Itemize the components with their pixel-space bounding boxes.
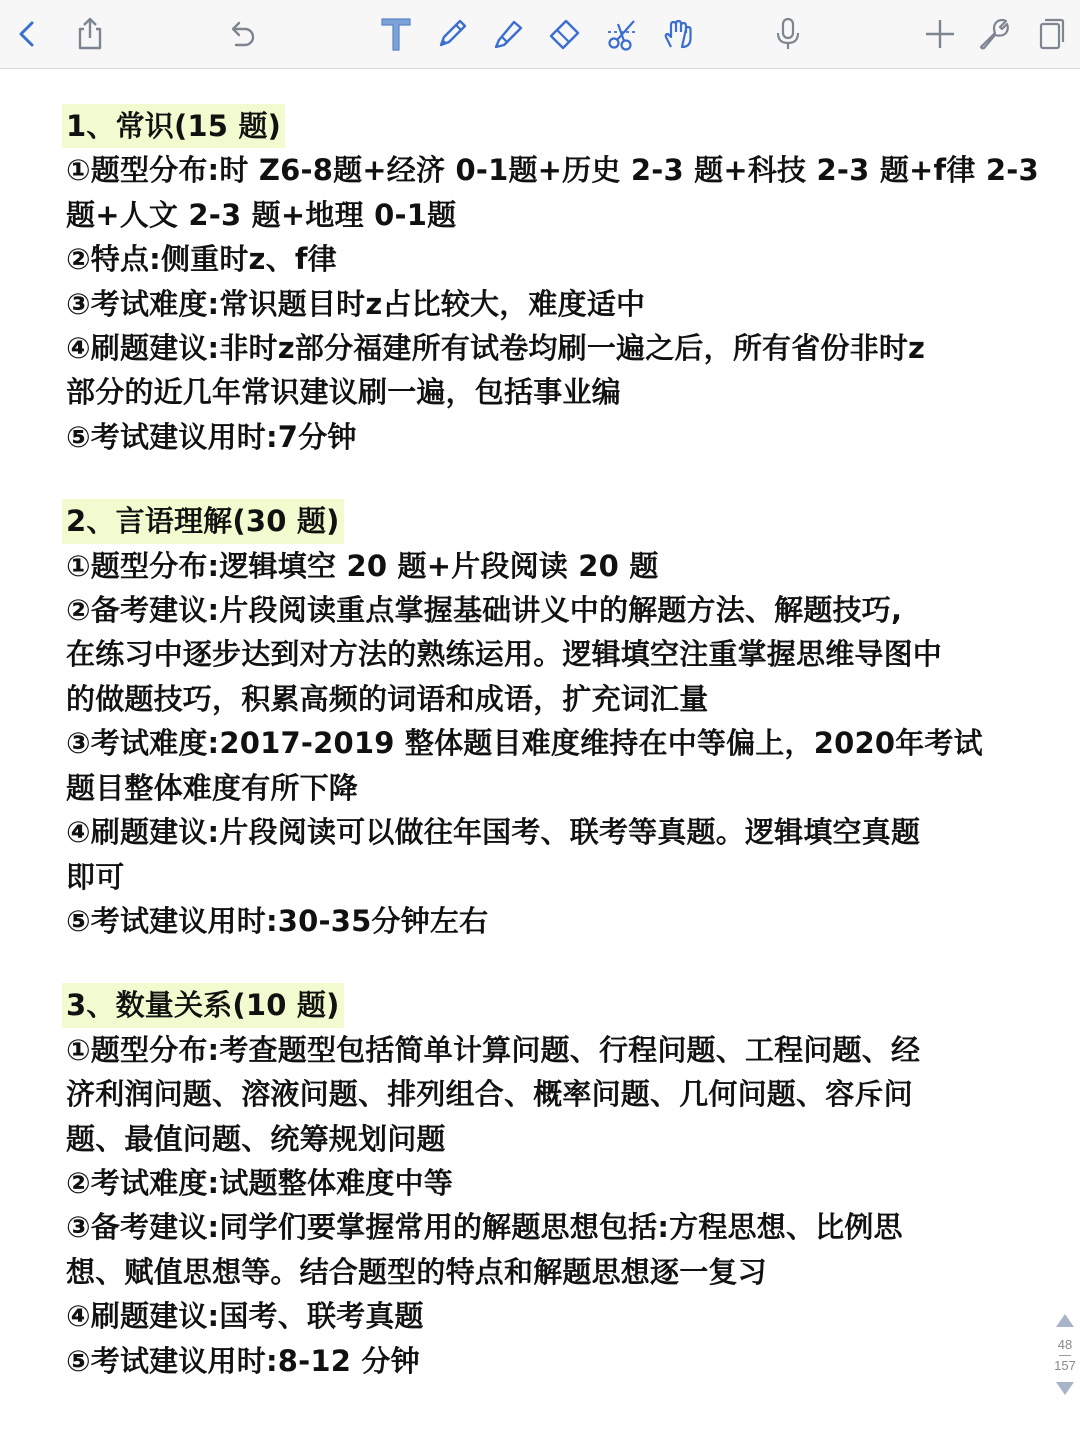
text-line: ②备考建议:片段阅读重点掌握基础讲义中的解题方法、解题技巧, (66, 593, 903, 628)
text-line: 想、赋值思想等。结合题型的特点和解题思想逐一复习 (66, 1254, 767, 1289)
section-heading: 3、数量关系(10 题) (62, 983, 344, 1027)
wrench-icon[interactable] (970, 10, 1018, 58)
page-up-icon[interactable] (1056, 1314, 1074, 1327)
text-line: 在练习中逐步达到对方法的熟练运用。逻辑填空注重掌握思维导图中 (66, 637, 943, 672)
page-icon[interactable] (1026, 10, 1074, 58)
text-line: ①题型分布:时 Z6-8题+经济 0-1题+历史 2-3 题+科技 2-3 题+f律 2-3 (66, 153, 1039, 188)
undo-icon[interactable] (218, 10, 266, 58)
section-heading: 1、常识(15 题) (62, 104, 285, 148)
section-heading: 2、言语理解(30 题) (62, 499, 344, 543)
text-line: ③备考建议:同学们要掌握常用的解题思想包括:方程思想、比例思 (66, 1210, 903, 1245)
text-line: ③考试难度:2017-2019 整体题目难度维持在中等偏上，2020年考试 (66, 726, 983, 761)
text-line: 济利润问题、溶液问题、排列组合、概率问题、几何问题、容斥问 (66, 1077, 913, 1112)
section-verbal (66, 499, 1026, 943)
back-icon[interactable] (4, 10, 52, 58)
pen-icon[interactable] (428, 10, 476, 58)
text-tool-icon[interactable] (372, 10, 420, 58)
add-icon[interactable] (916, 10, 964, 58)
text-line: 的做题技巧，积累高频的词语和成语，扩充词汇量 (66, 681, 709, 716)
eraser-icon[interactable] (540, 10, 588, 58)
text-line: ②考试难度:试题整体难度中等 (66, 1165, 453, 1200)
text-line: 题+人文 2-3 题+地理 0-1题 (66, 197, 457, 232)
text-line: ④刷题建议:非时z部分福建所有试卷均刷一遍之后，所有省份非时z (66, 331, 926, 366)
text-line: 题目整体难度有所下降 (66, 770, 359, 805)
microphone-icon[interactable] (764, 10, 812, 58)
section-quantitative (66, 983, 1026, 1383)
total-pages: 157 (1054, 1358, 1076, 1373)
text-line: ⑤考试建议用时:7分钟 (66, 419, 357, 454)
text-line: 部分的近几年常识建议刷一遍，包括事业编 (66, 375, 621, 410)
text-line: 即可 (66, 859, 125, 894)
text-line: ④刷题建议:片段阅读可以做往年国考、联考等真题。逻辑填空真题 (66, 815, 921, 850)
page-separator (1059, 1355, 1071, 1356)
note-content (66, 104, 1039, 1423)
highlighter-icon[interactable] (484, 10, 532, 58)
share-icon[interactable] (66, 10, 114, 58)
text-line: 题、最值问题、统筹规划问题 (66, 1121, 446, 1156)
text-line: ①题型分布:逻辑填空 20 题+片段阅读 20 题 (66, 548, 659, 583)
text-line: ①题型分布:考查题型包括简单计算问题、行程问题、工程问题、经 (66, 1032, 921, 1067)
text-line: ⑤考试建议用时:30-35分钟左右 (66, 903, 489, 938)
text-line: ②特点:侧重时z、f律 (66, 242, 337, 277)
lasso-icon[interactable] (598, 10, 646, 58)
text-line: ③考试难度:常识题目时z占比较大，难度适中 (66, 286, 646, 321)
toolbar (0, 0, 1080, 69)
text-line: ④刷题建议:国考、联考真题 (66, 1299, 424, 1334)
page-indicator (1050, 1308, 1080, 1408)
text-line: ⑤考试建议用时:8-12 分钟 (66, 1343, 420, 1378)
section-common-knowledge (66, 104, 1039, 459)
current-page: 48 (1057, 1337, 1073, 1352)
hand-icon[interactable] (654, 10, 702, 58)
page-down-icon[interactable] (1056, 1382, 1074, 1395)
